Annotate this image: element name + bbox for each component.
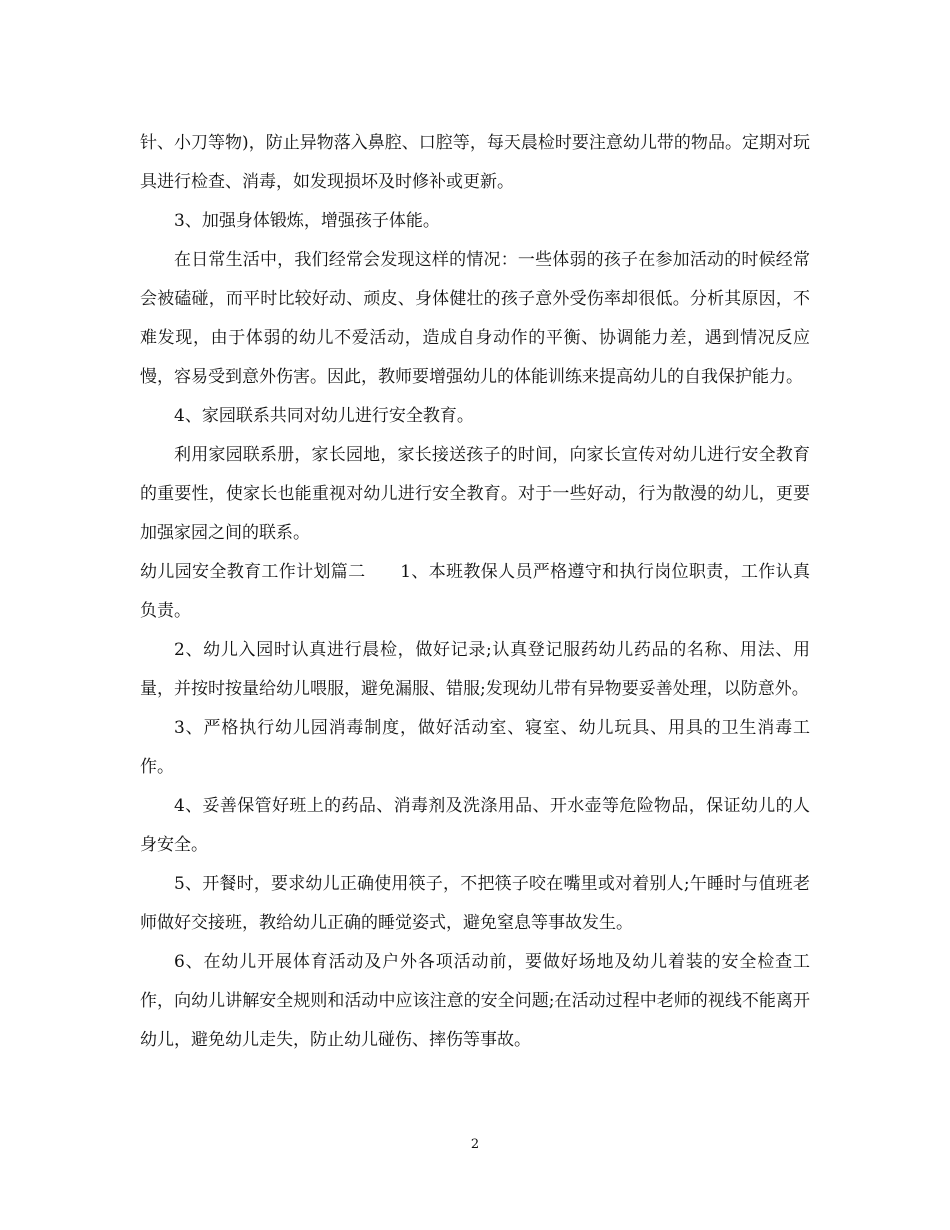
- paragraph-3: 在日常生活中，我们经常会发现这样的情况：一些体弱的孩子在参加活动的时候经常会被磕碰，而平时比较好动、顽皮、身体健壮的孩子意外受伤率却很低。分析其原因，不难发现，由于体弱的幼儿不爱活动，造成自身动作的平衡、协调能力差，遇到情况反应慢，容易受到意外伤害。因此，教师要增强幼儿的体能训练来提高幼儿的自我保护能力。: [140, 250, 810, 387]
- paragraph-5: 利用家园联系册，家长园地，家长接送孩子的时间，向家长宣传对幼儿进行安全教育的重要性，使家长也能重视对幼儿进行安全教育。对于一些好动，行为散漫的幼儿，更要加强家园之间的联系。: [140, 445, 810, 543]
- paragraph-1: 针、小刀等物)，防止异物落入鼻腔、口腔等，每天晨检时要注意幼儿带的物品。定期对玩具进行检查、消毒，如发现损坏及时修补或更新。: [140, 133, 810, 192]
- paragraph-8: 3、严格执行幼儿园消毒制度，做好活动室、寝室、幼儿玩具、用具的卫生消毒工作。: [140, 718, 810, 777]
- paragraph-11: 6、在幼儿开展体育活动及户外各项活动前，要做好场地及幼儿着装的安全检查工作，向幼儿讲解安全规则和活动中应该注意的安全问题;在活动过程中老师的视线不能离开幼儿，避免幼儿走失，防止幼儿碰伤、摔伤等事故。: [140, 952, 810, 1050]
- paragraph-6: 幼儿园安全教育工作计划篇二 1、本班教保人员严格遵守和执行岗位职责，工作认真负责。: [140, 562, 810, 621]
- page-number: 2: [470, 1137, 480, 1152]
- paragraph-9: 4、妥善保管好班上的药品、消毒剂及洗涤用品、开水壶等危险物品，保证幼儿的人身安全。: [140, 796, 810, 855]
- document-body: [140, 124, 810, 1060]
- paragraph-2: 3、加强身体锻炼，增强孩子体能。: [174, 211, 440, 231]
- paragraph-10: 5、开餐时，要求幼儿正确使用筷子，不把筷子咬在嘴里或对着别人;午睡时与值班老师做好交接班，教给幼儿正确的睡觉姿式，避免窒息等事故发生。: [140, 874, 810, 933]
- paragraph-4: 4、家园联系共同对幼儿进行安全教育。: [174, 406, 474, 426]
- paragraph-7: 2、幼儿入园时认真进行晨检，做好记录;认真登记服药幼儿药品的名称、用法、用量，并按时按量给幼儿喂服，避免漏服、错服;发现幼儿带有异物要妥善处理，以防意外。: [140, 640, 810, 699]
